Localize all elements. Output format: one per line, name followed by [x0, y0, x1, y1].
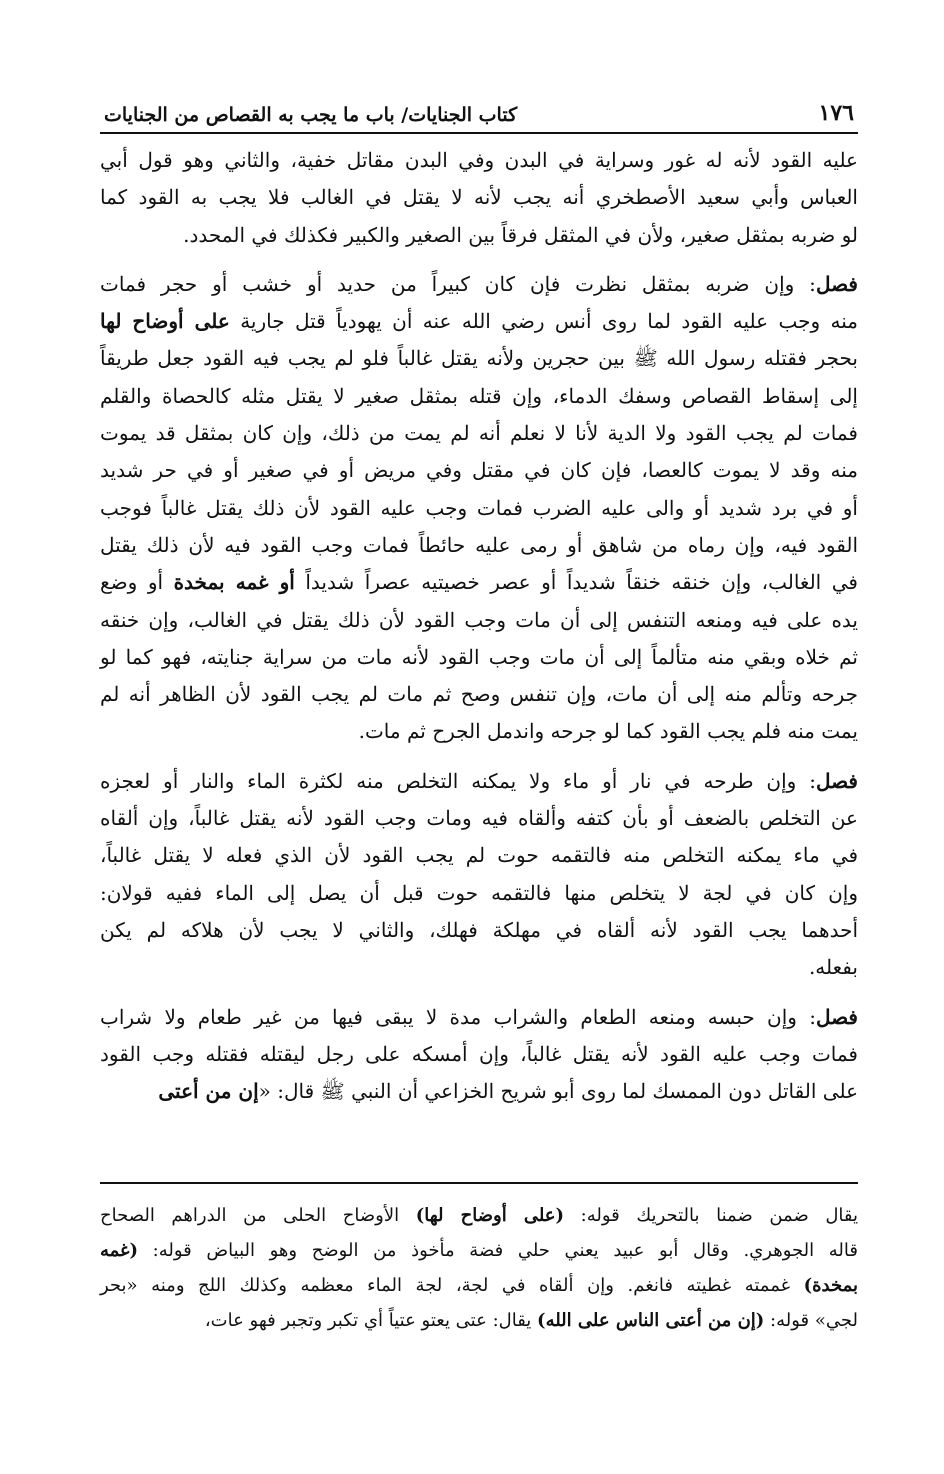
paragraph — [100, 266, 858, 751]
running-title: كتاب الجنايات/ باب ما يجب به القصاص من الجنايات — [104, 104, 518, 126]
footnote-line — [100, 1268, 858, 1303]
text-run: عليه القود لأنه له غور وسراية في البدن وفي البدن مقاتل خفية، والثاني وهو قول أبي — [100, 148, 858, 172]
bold-term: على أوضاح لها — [100, 309, 230, 334]
text-run: يقال: عتى يعتو عتياً أي تكبر وتجبر فهو عات، — [204, 1310, 538, 1331]
text-run: القود فيه، وإن رماه من شاهق أو رمى عليه حائطاً فمات وجب القود فيه لأن ذلك يقتل — [100, 532, 858, 557]
text-line — [100, 490, 858, 527]
text-line — [100, 602, 858, 639]
text-line — [100, 800, 858, 837]
text-run: لجي» قوله: — [764, 1310, 858, 1331]
text-line — [100, 415, 858, 452]
text-line — [100, 639, 858, 676]
bold-term: (غمه — [100, 1240, 138, 1261]
text-run: منه وجب عليه القود لما روى أنس رضي الله عنه أن يهودياً قتل جارية — [229, 309, 858, 334]
text-run: لو ضربه بمثقل صغير، ولأن في المثقل فرقاً بين الصغير والكبير فكذلك في المحدد. — [183, 222, 858, 247]
text-run: منه وقد لا يموت كالعصا، فإن كان في مقتل وفي مريض أو في صغير أو في حر شديد — [100, 458, 858, 483]
text-line — [100, 875, 858, 912]
text-run: جرحه وتألم منه إلى أن مات، وإن تنفس وصح ثم مات لم يجب القود لأن الظاهر أنه لم — [100, 682, 858, 707]
footnotes — [100, 1182, 858, 1338]
text-run: فمات لم يجب القود ولا الدية لأنا لا نعلم أنه لم يمت من ذلك، وإن كان بمثقل قد يموت — [100, 421, 858, 446]
footnote-line — [100, 1198, 858, 1233]
text-line — [100, 1036, 858, 1073]
text-run: : وإن حبسه ومنعه الطعام والشراب مدة لا يبقى فيها من غير طعام ولا شراب — [100, 1004, 816, 1029]
text-run: غممته غطيته فانغم. وإن ألقاه في لجة، لجة الماء معظمه وكذلك اللج ومنه «بحر — [100, 1275, 804, 1296]
paragraph — [100, 999, 858, 1111]
bold-term: بمخدة) — [803, 1275, 858, 1296]
text-run: : وإن طرحه في نار أو ماء ولا يمكنه التخلص منه لكثرة الماء والنار أو لعجزه — [100, 768, 816, 793]
text-run: عن التخلص بالضعف أو بأن كتفه وألقاه فيه ومات وجب القود لأنه يقتل غالباً، وإن ألقاه — [100, 806, 858, 831]
text-line — [100, 949, 858, 986]
text-run: وإن كان في لجة لا يتخلص منها فالتقمه حوت قبل أن يصل إلى الماء ففيه قولان: — [100, 880, 858, 905]
text-run: العباس وأبي سعيد الأصطخري أنه يجب لأنه لا يقتل في الغالب فلا يجب به القود كما — [100, 185, 858, 210]
text-line — [100, 179, 858, 216]
text-run: يمت منه فلم يجب القود كما لو جرحه واندمل الجرح ثم مات. — [358, 719, 858, 744]
bold-term: فصل — [815, 768, 858, 793]
text-run: أو في برد شديد أو والى عليه الضرب فمات وجب عليه القود لأن ذلك يقتل غالباً فوجب — [100, 495, 858, 520]
paragraph — [100, 142, 858, 254]
text-run: بفعله. — [808, 955, 858, 980]
text-run: على القاتل دون الممسك لما روى أبو شريح الخزاعي أن النبي ﷺ قال: « — [258, 1079, 858, 1104]
text-run: في ماء يمكنه التخلص منه فالتقمه حوت لم يجب القود لأن الذي فعله لا يقتل غالباً، — [100, 843, 858, 868]
text-run: بحجر فقتله رسول الله ﷺ بين حجرين ولأنه يقتل غالباً فلو لم يجب فيه القود جعل طريقاً — [100, 346, 858, 371]
paragraph — [100, 763, 858, 987]
main-text — [100, 142, 858, 1110]
text-run: يده على فيه ومنعه التنفس إلى أن مات وجب القود لأن ذلك يقتل في الغالب، وإن خنقه — [100, 607, 858, 632]
footnote-line — [100, 1303, 858, 1338]
text-line — [100, 527, 858, 564]
text-run: إلى إسقاط القصاص وسفك الدماء، وإن قتله بمثقل صغير لا يقتل مثله كالحصاة والقلم — [100, 383, 858, 408]
text-line — [100, 142, 858, 179]
footnote-line — [100, 1233, 858, 1268]
text-line — [100, 713, 858, 750]
text-run: قاله الجوهري. وقال أبو عبيد يعني حلي فضة مأخوذ من الوضح وهو البياض قوله: — [138, 1240, 858, 1261]
text-line — [100, 217, 858, 254]
text-run: يقال ضمن ضمنا بالتحريك قوله: — [564, 1205, 859, 1226]
text-run: أو وضع — [100, 570, 174, 595]
text-line — [100, 564, 858, 601]
text-line — [100, 1073, 858, 1110]
text-line — [100, 912, 858, 949]
text-run: فمات وجب عليه القود لأنه يقتل غالباً، وإن أمسكه على رجل ليقتله فقتله وجب القود — [100, 1041, 858, 1066]
text-line — [100, 676, 858, 713]
text-line — [100, 340, 858, 377]
text-run: في الغالب، وإن خنقه خنقاً شديداً أو عصر خصيتيه عصراً شديداً — [294, 570, 858, 595]
text-line — [100, 303, 858, 340]
bold-term: أو غمه بمخدة — [173, 570, 295, 595]
text-run: ثم خلاه وبقي منه متألماً إلى أن مات وجب القود لأنه مات من سراية جنايته، فهو كما لو — [100, 644, 858, 669]
bold-term: إن من أعتى — [158, 1079, 259, 1104]
text-line — [100, 452, 858, 489]
text-run: الأوضاح الحلى من الدراهم الصحاح — [100, 1205, 416, 1226]
text-line — [100, 266, 858, 303]
bold-term: فصل — [815, 1004, 858, 1029]
text-run: أحدهما يجب القود لأنه ألقاه في مهلكة فهلك، والثاني لا يجب لأن هلاكه لم يكن — [100, 917, 858, 942]
bold-term: فصل — [815, 271, 858, 296]
text-run: : وإن ضربه بمثقل نظرت فإن كان كبيراً من حديد أو خشب أو حجر فمات — [100, 271, 816, 296]
page-number: ١٧٦ — [818, 100, 854, 126]
text-line — [100, 999, 858, 1036]
bold-term: (إن من أعتى الناس على الله) — [537, 1310, 765, 1331]
running-header — [100, 96, 858, 134]
bold-term: (على أوضاح لها) — [415, 1205, 565, 1226]
text-line — [100, 837, 858, 874]
text-line — [100, 378, 858, 415]
text-line — [100, 763, 858, 800]
